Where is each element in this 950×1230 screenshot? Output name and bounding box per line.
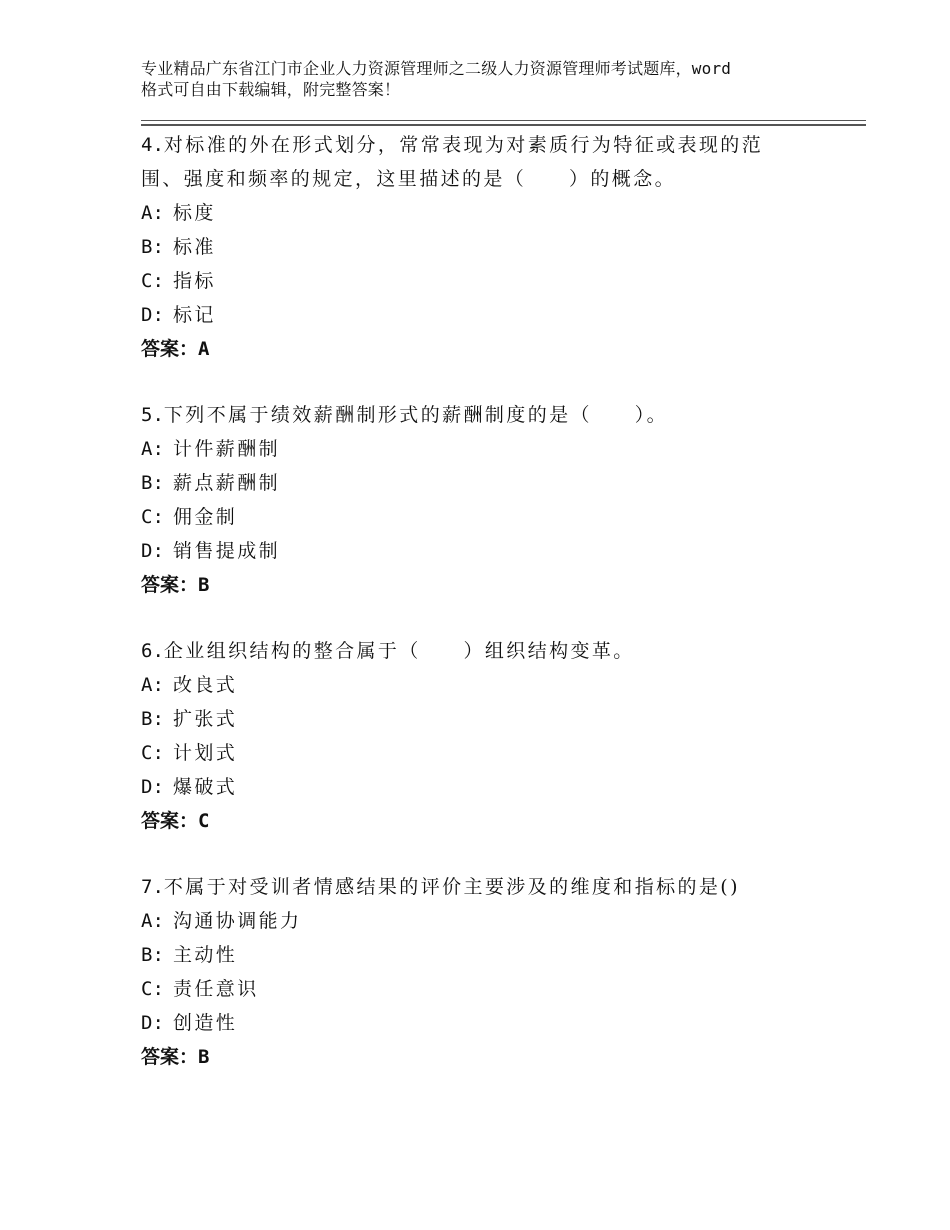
- option-d: [141, 770, 841, 804]
- option-d: [141, 298, 841, 332]
- header-divider-bottom: [141, 124, 866, 126]
- option-letter: B:: [141, 472, 164, 494]
- document-header: [141, 58, 841, 100]
- question-text-line-1: 不属于对受训者情感结果的评价主要涉及的维度和指标的是(): [163, 876, 740, 898]
- question-text-line-1: 对标准的外在形式划分，常常表现为对素质行为特征或表现的范: [163, 134, 764, 156]
- option-letter: D:: [141, 304, 164, 326]
- option-text: 计件薪酬制: [173, 438, 281, 460]
- option-text: 标度: [173, 202, 216, 224]
- answer-value: C: [198, 810, 210, 832]
- option-text: 薪点薪酬制: [173, 472, 281, 494]
- answer-value: A: [198, 338, 210, 360]
- option-text: 爆破式: [173, 776, 238, 798]
- option-c: [141, 264, 841, 298]
- option-text: 主动性: [173, 944, 238, 966]
- question-number: 5.: [141, 404, 164, 426]
- option-b: [141, 230, 841, 264]
- option-letter: C:: [141, 978, 164, 1000]
- option-letter: D:: [141, 776, 164, 798]
- header-line-2: 格式可自由下载编辑，附完整答案！: [141, 80, 401, 99]
- option-b: [141, 938, 841, 972]
- option-b: [141, 702, 841, 736]
- question-text: [141, 128, 841, 162]
- option-d: [141, 1006, 841, 1040]
- answer-line: [141, 804, 841, 838]
- option-c: [141, 736, 841, 770]
- option-letter: A:: [141, 674, 164, 696]
- question-text-line-1: 企业组织结构的整合属于（ ）组织结构变革。: [163, 640, 635, 662]
- option-text: 指标: [173, 270, 216, 292]
- header-line-1: 专业精品广东省江门市企业人力资源管理师之二级人力资源管理师考试题库，word: [141, 59, 732, 78]
- question-text: [141, 634, 841, 668]
- answer-value: B: [198, 574, 210, 596]
- option-letter: B:: [141, 236, 164, 258]
- option-a: [141, 432, 841, 466]
- option-letter: D:: [141, 540, 164, 562]
- question-number: 7.: [141, 876, 164, 898]
- answer-line: [141, 332, 841, 366]
- question-number: 4.: [141, 134, 164, 156]
- question-text-line-2: 围、强度和频率的规定，这里描述的是（ ）的概念。: [141, 168, 677, 190]
- option-letter: B:: [141, 708, 164, 730]
- option-text: 扩张式: [173, 708, 238, 730]
- header-divider-top: [141, 120, 866, 121]
- option-letter: A:: [141, 438, 164, 460]
- option-text: 佣金制: [173, 506, 238, 528]
- option-text: 销售提成制: [173, 540, 281, 562]
- option-text: 沟通协调能力: [173, 910, 302, 932]
- option-letter: C:: [141, 270, 164, 292]
- question-5: [141, 398, 841, 602]
- question-4: [141, 128, 841, 366]
- answer-label: 答案：: [141, 1046, 199, 1068]
- option-c: [141, 972, 841, 1006]
- answer-line: [141, 568, 841, 602]
- option-a: [141, 904, 841, 938]
- option-text: 标记: [173, 304, 216, 326]
- answer-label: 答案：: [141, 810, 199, 832]
- option-letter: C:: [141, 506, 164, 528]
- answer-value: B: [198, 1046, 210, 1068]
- option-text: 标准: [173, 236, 216, 258]
- option-text: 创造性: [173, 1012, 238, 1034]
- option-text: 责任意识: [173, 978, 259, 1000]
- option-a: [141, 196, 841, 230]
- option-letter: C:: [141, 742, 164, 764]
- option-b: [141, 466, 841, 500]
- question-list: [141, 128, 841, 1106]
- option-letter: B:: [141, 944, 164, 966]
- option-letter: D:: [141, 1012, 164, 1034]
- question-number: 6.: [141, 640, 164, 662]
- answer-label: 答案：: [141, 338, 199, 360]
- option-c: [141, 500, 841, 534]
- option-a: [141, 668, 841, 702]
- answer-label: 答案：: [141, 574, 199, 596]
- question-7: [141, 870, 841, 1074]
- question-6: [141, 634, 841, 838]
- option-d: [141, 534, 841, 568]
- option-letter: A:: [141, 910, 164, 932]
- option-text: 改良式: [173, 674, 238, 696]
- option-text: 计划式: [173, 742, 238, 764]
- question-text: [141, 870, 841, 904]
- answer-line: [141, 1040, 841, 1074]
- option-letter: A:: [141, 202, 164, 224]
- question-text: [141, 398, 841, 432]
- question-text-line-1: 下列不属于绩效薪酬制形式的薪酬制度的是（ ）。: [163, 404, 668, 426]
